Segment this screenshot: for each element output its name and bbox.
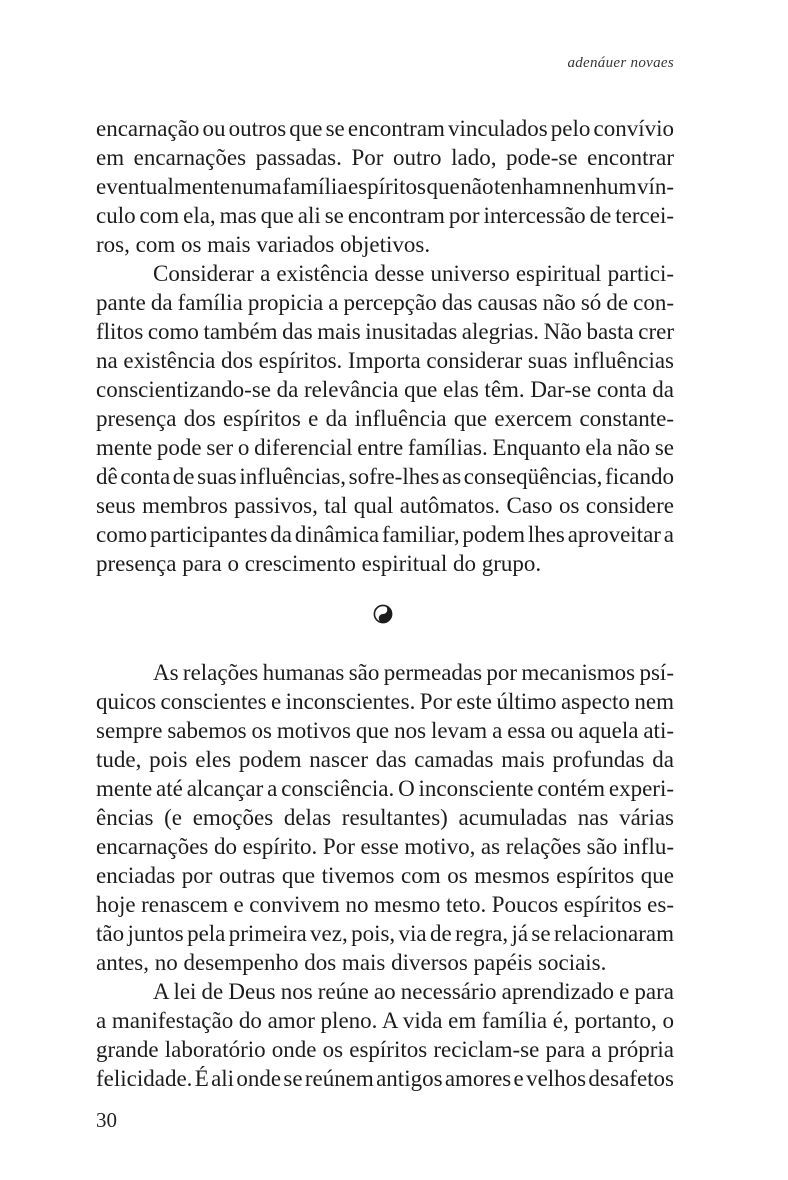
text-line: Considerar a existência desse universo espiritual partici- <box>153 261 674 286</box>
paragraph <box>96 977 674 1093</box>
yin-yang-icon <box>373 604 393 624</box>
text-line: culo com ela, mas que ali se encontram por intercessão de tercei- <box>96 203 674 228</box>
text-line: antes, no desempenho dos mais diversos papéis sociais. <box>96 950 607 975</box>
text-line: quicos conscientes e inconscientes. Por este último aspecto nem <box>96 689 674 714</box>
text-line: a manifestação do amor pleno. A vida em família é, portanto, o <box>96 1008 674 1033</box>
page-number: 30 <box>96 1108 117 1132</box>
text-line: mente pode ser o diferencial entre famílias. Enquanto ela não se <box>96 435 674 460</box>
text-line: A lei de Deus nos reúne ao necessário aprendizado e para <box>153 979 674 1004</box>
paragraph <box>96 658 674 977</box>
text-line: como participantes da dinâmica familiar, podem lhes aproveitar a <box>96 522 674 547</box>
text-line: hoje renascem e convivem no mesmo teto. Poucos espíritos es- <box>96 892 674 917</box>
running-header: adenáuer novaes <box>567 55 674 71</box>
text-line: pante da família propicia a percepção das causas não só de con- <box>96 290 674 315</box>
text-line: presença para o crescimento espiritual do grupo. <box>96 551 542 576</box>
text-line: grande laboratório onde os espíritos reciclam-se para a própria <box>96 1037 674 1062</box>
text-line: flitos como também das mais inusitadas alegrias. Não basta crer <box>96 319 674 344</box>
text-line: encarnações do espírito. Por esse motivo, as relações são influ- <box>96 834 674 859</box>
text-line: em encarnações passadas. Por outro lado, pode-se encontrar <box>96 145 674 170</box>
text-line: felicidade. É ali onde se reúnem antigos amores e velhos desafetos <box>96 1066 674 1091</box>
text-line: ências (e emoções delas resultantes) acumuladas nas várias <box>96 805 674 830</box>
text-section-2 <box>96 658 674 1093</box>
yin-yang-icon-graphic <box>373 604 393 624</box>
text-line: presença dos espíritos e da influência que exercem constante- <box>96 406 674 431</box>
text-line: sempre sabemos os motivos que nos levam a essa ou aquela ati- <box>96 718 674 743</box>
text-line: dê conta de suas influências, sofre-lhes as conseqüências, ficando <box>96 464 674 489</box>
text-line: tude, pois eles podem nascer das camadas mais profundas da <box>96 747 674 772</box>
text-line: encarnação ou outros que se encontram vinculados pelo convívio <box>96 116 674 141</box>
text-section-1 <box>96 114 674 578</box>
text-line: ros, com os mais variados objetivos. <box>96 232 431 257</box>
text-line: eventualmente numa família espíritos que não tenham nenhum vín- <box>96 174 674 199</box>
paragraph <box>96 114 674 259</box>
text-line: As relações humanas são permeadas por mecanismos psí- <box>153 660 674 685</box>
paragraph <box>96 259 674 578</box>
text-line: na existência dos espíritos. Importa considerar suas influências <box>96 348 674 373</box>
text-line: enciadas por outras que tivemos com os mesmos espíritos que <box>96 863 674 888</box>
text-line: tão juntos pela primeira vez, pois, via de regra, já se relacionaram <box>96 921 674 946</box>
text-line: mente até alcançar a consciência. O inconsciente contém experi- <box>96 776 674 801</box>
text-line: conscientizando-se da relevância que elas têm. Dar-se conta da <box>96 377 674 402</box>
text-line: seus membros passivos, tal qual autômatos. Caso os considere <box>96 493 674 518</box>
